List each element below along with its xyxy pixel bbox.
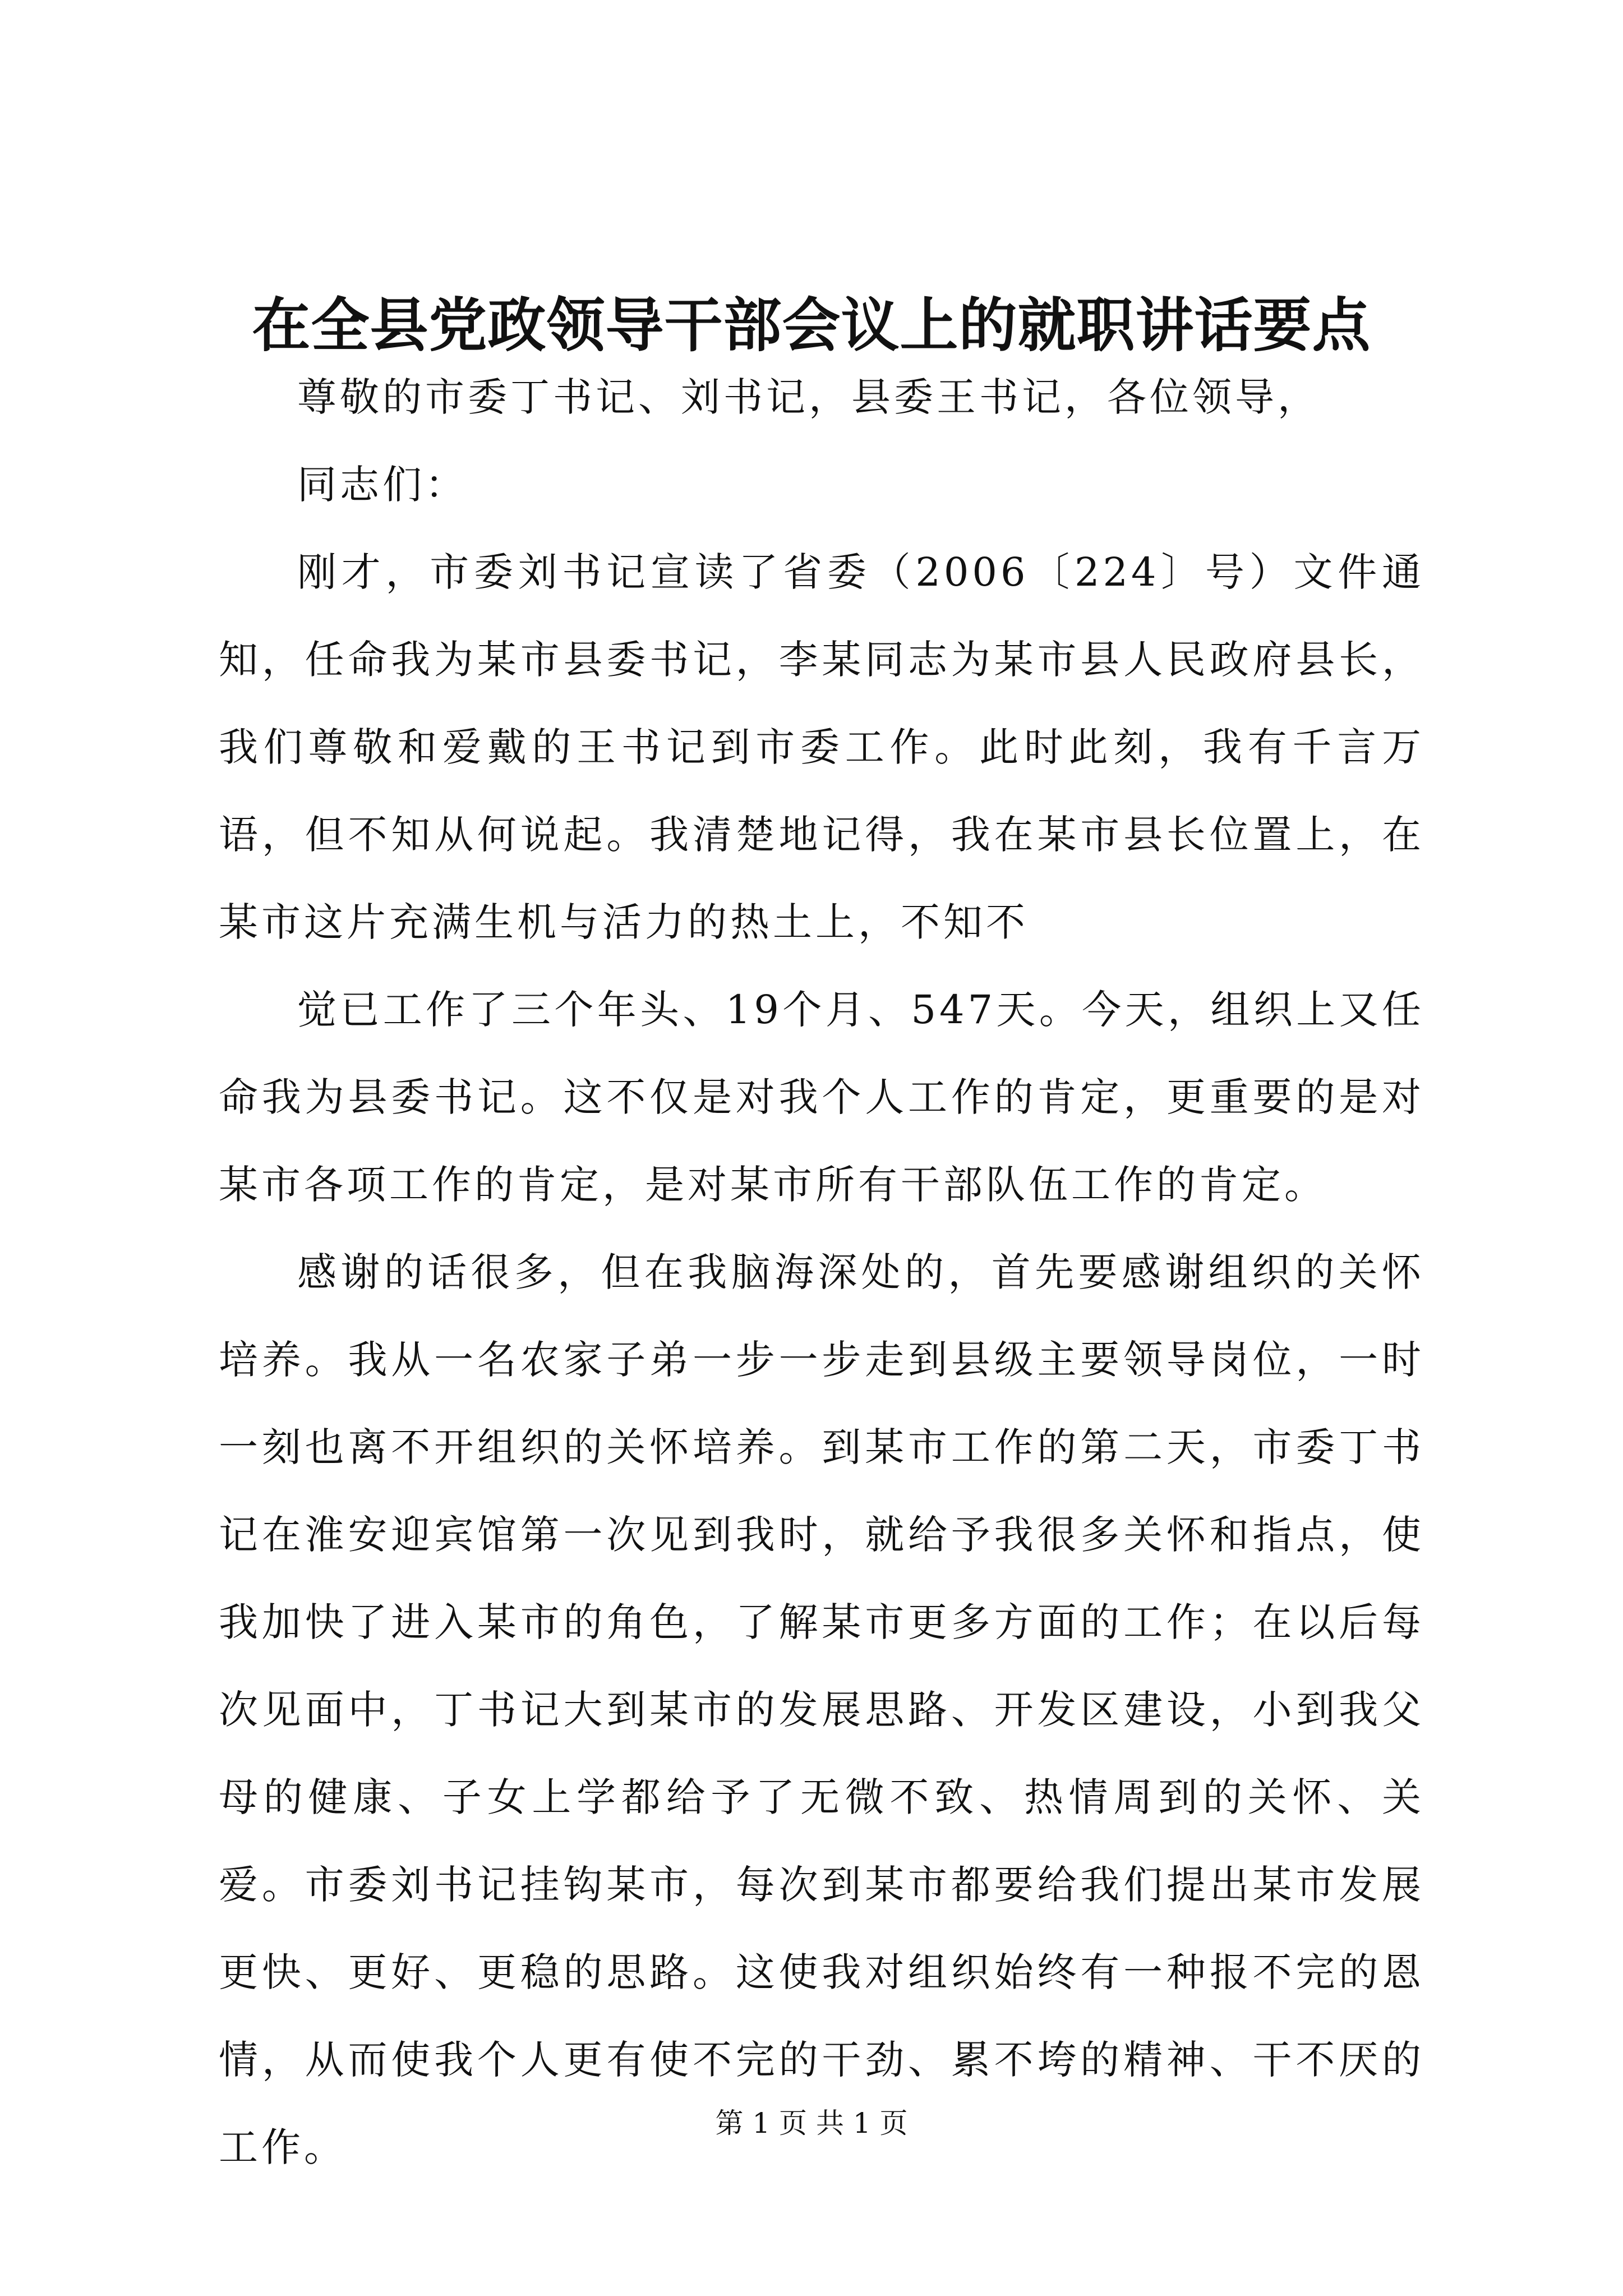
paragraph-salutation: 尊敬的市委丁书记、刘书记，县委王书记，各位领导， xyxy=(297,374,1320,420)
page-footer: 第 1 页 共 1 页 xyxy=(715,2107,908,2139)
paragraph-greeting: 同志们： xyxy=(297,462,468,508)
document-title: 在全县党政领导干部会议上的就职讲话要点 xyxy=(252,291,1371,360)
paragraph-1: 刚才，市委刘书记宣读了省委（2006〔224〕号）文件通知，任命我为某市县委书记，李某同志为某市县人民政府县长，我们尊敬和爱戴的王书记到市委工作。此时此刻，我有千言万语，但不知从何说起。我清楚地记得，我在某市县长位置上，在某市这片充满生机与活力的热土上，不知不 xyxy=(219,549,1424,945)
document-body xyxy=(219,353,1424,2191)
paragraph-2: 觉已工作了三个年头、19个月、547天。今天，组织上又任命我为县委书记。这不仅是对我个人工作的肯定，更重要的是对某市各项工作的肯定，是对某市所有干部队伍工作的肯定。 xyxy=(219,987,1424,1208)
paragraph-3: 感谢的话很多，但在我脑海深处的，首先要感谢组织的关怀培养。我从一名农家子弟一步一步走到县级主要领导岗位，一时一刻也离不开组织的关怀培养。到某市工作的第二天，市委丁书记在淮安迎宾馆第一次见到我时，就给予我很多关怀和指点，使我加快了进入某市的角色，了解某市更多方面的工作；在以后每次见面中，丁书记大到某市的发展思路、开发区建设，小到我父母的健康、子女上学都给予了无微不致、热情周到的关怀、关爱。市委刘书记挂钩某市，每次到某市都要给我们提出某市发展更快、更好、更稳的思路。这使我对组织始终有一种报不完的恩情，从而使我个人更有使不完的干劲、累不垮的精神、干不厌的工作。 xyxy=(219,1249,1424,2170)
